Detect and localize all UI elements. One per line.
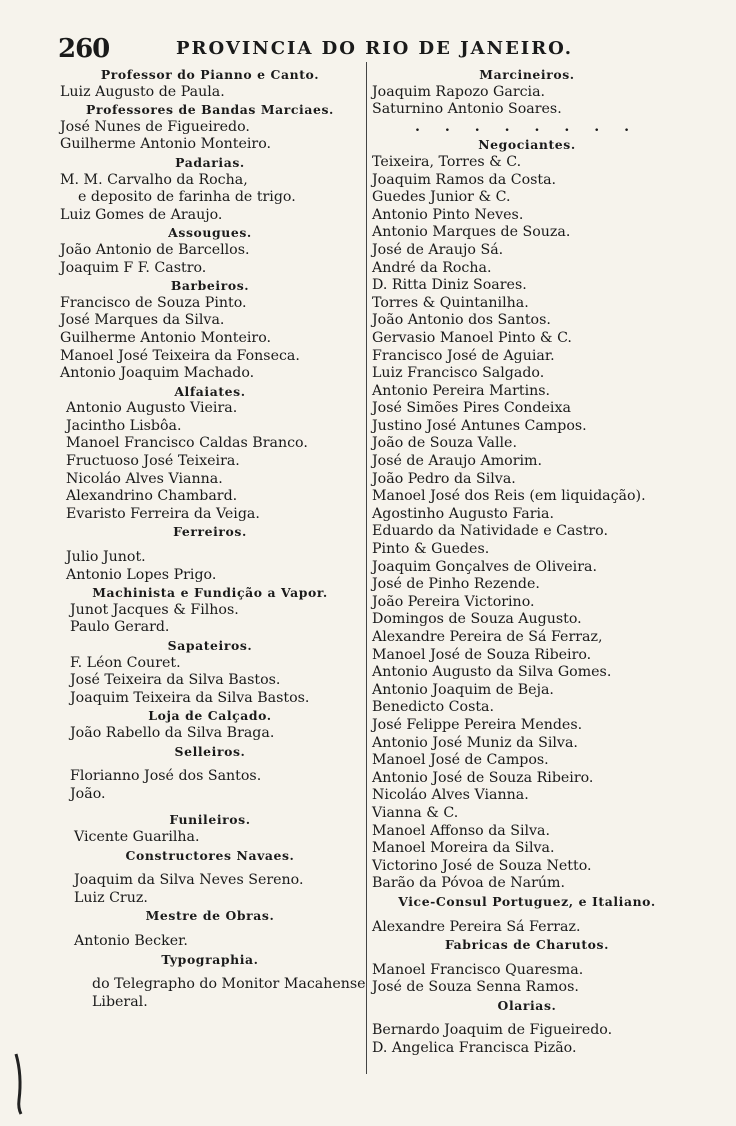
list-item: Guilherme Antonio Monteiro. (60, 329, 271, 346)
list-item: José Simões Pires Condeixa (372, 400, 571, 417)
section (60, 277, 360, 383)
list-item: Antonio Pereira Martins. (372, 382, 551, 399)
page-number: 260 (58, 34, 110, 64)
list-item: Justino José Antunes Campos. (372, 417, 587, 434)
list-item: José de Araujo Sá. (372, 241, 504, 258)
list-item: Manoel José dos Reis (em liquidação). (372, 488, 646, 505)
list-item: Alexandrino Chambard. (66, 488, 238, 505)
section-heading: Olarias. (497, 997, 557, 1013)
list-item: Vicente Guarilha. (74, 828, 200, 845)
list-item: Manoel Francisco Quaresma. (372, 961, 584, 978)
list-item: Jacintho Lisbôa. (66, 417, 182, 434)
section (60, 154, 360, 224)
list-item: Francisco José de Aguiar. (372, 347, 555, 364)
list-item: Nicoláo Alves Vianna. (66, 470, 223, 487)
running-title: PROVINCIA DO RIO DE JANEIRO. (176, 38, 574, 59)
list-item: Luiz Gomes de Araujo. (60, 206, 223, 223)
list-item: Antonio Marques de Souza. (372, 224, 571, 241)
section-heading: Typographia. (161, 951, 259, 967)
list-item: João de Souza Valle. (372, 435, 517, 452)
list-item: Alexandre Pereira Sá Ferraz. (372, 918, 581, 935)
section-heading: Assougues. (168, 225, 252, 241)
section (60, 707, 360, 742)
list-item: Torres & Quintanilha. (372, 294, 529, 311)
list-item: Gervasio Manoel Pinto & C. (372, 329, 572, 346)
list-item: Florianno José dos Santos. (70, 768, 262, 785)
list-item: Antonio Pinto Neves. (372, 206, 524, 223)
list-item: Barão da Póvoa de Narúm. (372, 875, 566, 892)
list-item: Domingos de Souza Augusto. (372, 611, 582, 628)
section (60, 383, 360, 524)
list-item: Manoel José de Campos. (372, 752, 549, 769)
list-item: Antonio Lopes Prigo. (66, 566, 217, 583)
section-heading: Sapateiros. (167, 638, 253, 653)
list-item: Pinto & Guedes. (372, 541, 490, 558)
list-item: F. Léon Couret. (70, 654, 181, 671)
section-heading: Loja de Calçado. (148, 708, 272, 724)
section (60, 743, 360, 804)
list-item: Joaquim Ramos da Costa. (372, 171, 557, 188)
list-item: Guedes Junior & C. (372, 189, 511, 206)
list-item: Antonio Augusto da Silva Gomes. (372, 664, 612, 681)
column-divider (366, 62, 367, 1074)
list-item: Antonio Augusto Vieira. (66, 400, 238, 417)
list-item: D. Ritta Diniz Soares. (372, 277, 527, 294)
section (60, 584, 360, 637)
section-heading: Barbeiros. (170, 278, 250, 294)
list-item: Antonio José Muniz da Silva. (372, 734, 578, 751)
list-item: M. M. Carvalho da Rocha, (60, 171, 248, 188)
section (60, 847, 360, 908)
list-item: Manoel José de Souza Ribeiro. (372, 646, 592, 663)
list-item: João Pedro da Silva. (372, 470, 516, 487)
list-item: Teixeira, Torres & C. (372, 153, 522, 170)
list-item: José Nunes de Figueiredo. (60, 118, 250, 135)
list-item: Luiz Cruz. (74, 889, 148, 906)
section (60, 811, 360, 846)
list-item: Saturnino Antonio Soares. (372, 101, 562, 118)
list-item: Vianna & C. (372, 804, 459, 821)
list-item: André da Rocha. (372, 259, 492, 276)
list-item: Luiz Francisco Salgado. (372, 365, 545, 382)
section-heading: Fabricas de Charutos. (444, 937, 610, 953)
section (60, 224, 360, 277)
list-item: Joaquim F F. Castro. (60, 259, 207, 276)
section-heading: Mestre de Obras. (145, 908, 275, 924)
section-heading: Professor do Pianno e Canto. (100, 67, 320, 82)
list-item: Joaquim Teixeira da Silva Bastos. (70, 689, 310, 706)
list-item: Manoel José Teixeira da Fonseca. (60, 347, 300, 364)
section (60, 66, 360, 101)
right-column (372, 66, 682, 1058)
list-item: José Marques da Silva. (60, 312, 225, 329)
list-item: João Rabello da Silva Braga. (70, 724, 275, 741)
list-item: Joaquim Gonçalves de Oliveira. (372, 558, 597, 575)
section (60, 907, 360, 950)
list-item: Francisco de Souza Pinto. (60, 294, 247, 311)
binding-mark-icon (12, 1052, 24, 1116)
section (372, 136, 682, 893)
list-item: Antonio Joaquim de Beja. (372, 681, 554, 698)
list-item: José de Araujo Amorim. (372, 453, 543, 470)
list-item: José de Souza Senna Ramos. (372, 979, 579, 996)
list-item: Luiz Augusto de Paula. (60, 83, 225, 100)
section-heading: Marcineiros. (479, 67, 575, 82)
list-item: João Antonio de Barcellos. (60, 241, 250, 258)
section-heading: Alfaiates. (174, 383, 246, 399)
list-item: Liberal. (92, 993, 148, 1010)
list-item: Nicoláo Alves Vianna. (372, 787, 529, 804)
list-item: João Antonio dos Santos. (372, 312, 551, 329)
list-item: Antonio José de Souza Ribeiro. (372, 769, 594, 786)
section-heading: Selleiros. (174, 743, 246, 759)
list-item: Guilherme Antonio Monteiro. (60, 136, 271, 153)
list-item: José Felippe Pereira Mendes. (372, 716, 583, 733)
section-heading: Ferreiros. (173, 524, 247, 540)
section-heading: Professores de Bandas Marciaes. (86, 102, 334, 118)
list-item: Benedicto Costa. (372, 699, 495, 716)
list-item: Joaquim da Silva Neves Sereno. (74, 872, 304, 889)
list-item: Victorino José de Souza Netto. (372, 857, 592, 874)
section (60, 101, 360, 154)
list-item: Manoel Affonso da Silva. (372, 822, 551, 839)
section (60, 951, 366, 1012)
list-item: Agostinho Augusto Faria. (372, 505, 554, 522)
list-item: D. Angelica Francisca Pizão. (372, 1040, 577, 1057)
list-item: José Teixeira da Silva Bastos. (70, 672, 281, 689)
list-item: Evaristo Ferreira da Veiga. (66, 505, 260, 522)
list-item: e deposito de farinha de trigo. (78, 189, 296, 206)
section-heading: Constructores Navaes. (125, 847, 295, 863)
section-heading: Negociantes. (478, 137, 576, 153)
section (60, 637, 360, 707)
section (372, 936, 682, 997)
list-item: Antonio Joaquim Machado. (60, 365, 255, 382)
list-item: Julio Junot. (66, 549, 146, 566)
list-item: Junot Jacques & Filhos. (70, 601, 239, 618)
list-item: Bernardo Joaquim de Figueiredo. (372, 1022, 613, 1039)
list-item: Alexandre Pereira de Sá Ferraz, (372, 629, 603, 645)
section-heading: Vice-Consul Portuguez, e Italiano. (398, 893, 656, 909)
section (372, 997, 682, 1058)
list-item: Fructuoso José Teixeira. (66, 453, 240, 470)
list-item: Eduardo da Natividade e Castro. (372, 523, 608, 540)
list-item: do Telegrapho do Monitor Macahense (92, 976, 366, 993)
left-column (60, 66, 366, 1011)
list-item: José de Pinho Rezende. (372, 576, 540, 593)
ellipsis-row: . . . . . . . . (414, 118, 640, 135)
list-item: Paulo Gerard. (70, 619, 170, 636)
section (372, 893, 682, 936)
list-item: Antonio Becker. (74, 932, 188, 949)
section-heading: Machinista e Fundição a Vapor. (92, 585, 328, 601)
section-heading: Padarias. (175, 154, 245, 170)
list-item: Manoel Francisco Caldas Branco. (66, 435, 308, 452)
list-item: Joaquim Rapozo Garcia. (372, 83, 546, 100)
list-item: João Pereira Victorino. (372, 593, 535, 610)
page-header (58, 30, 688, 66)
list-item: Manoel Moreira da Silva. (372, 840, 555, 857)
list-item: João. (70, 785, 106, 802)
section (60, 523, 360, 584)
section (372, 66, 682, 119)
section-heading: Funileiros. (169, 812, 251, 828)
